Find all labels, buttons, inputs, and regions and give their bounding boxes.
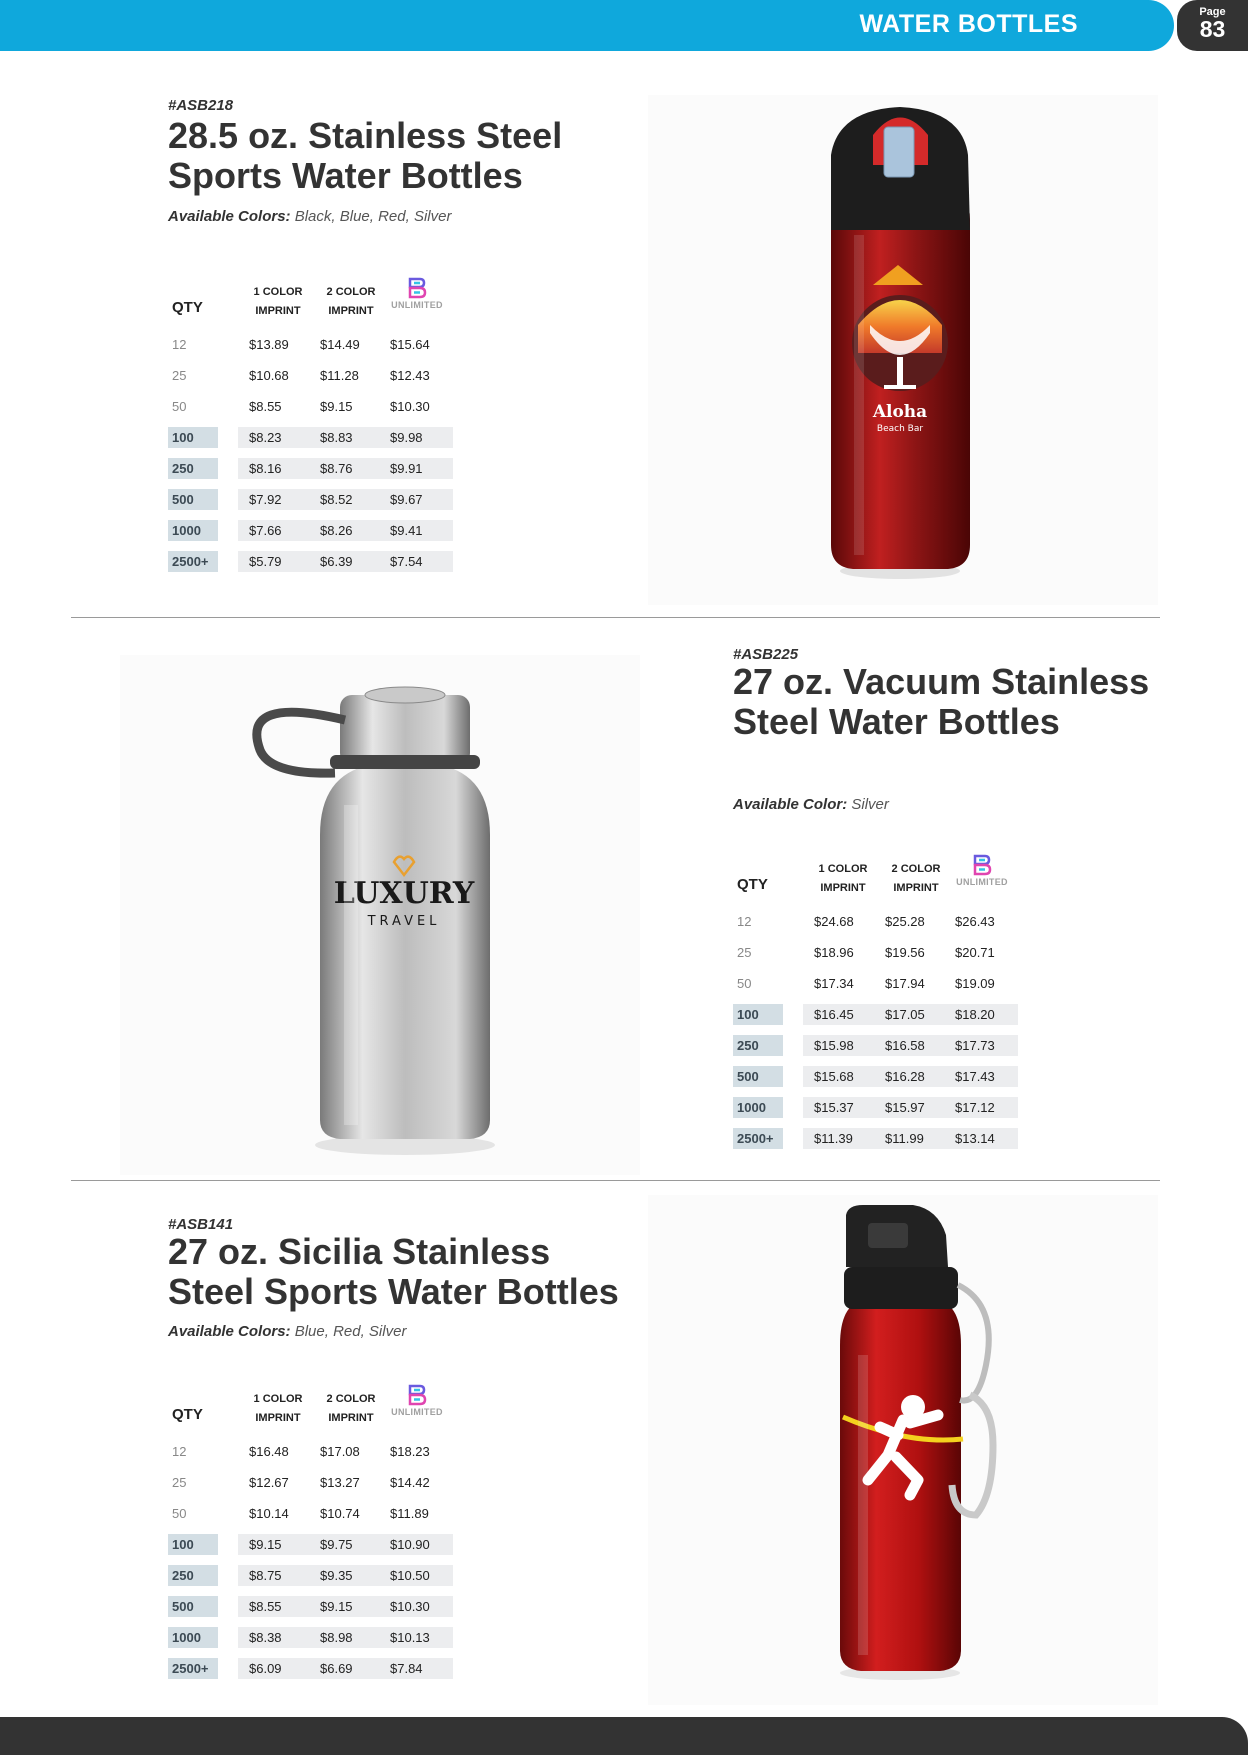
unlimited-logo-icon (406, 1384, 428, 1406)
two-color-price: $25.28 (885, 914, 925, 929)
two-color-price: $8.26 (313, 520, 383, 541)
product-image-aloha-bottle (648, 95, 1158, 605)
unlimited-price: $26.43 (955, 914, 995, 929)
page-badge (1177, 0, 1248, 51)
one-color-price: $12.67 (249, 1475, 289, 1490)
footer-bar (0, 1717, 1248, 1755)
qty-cell: 12 (172, 1444, 187, 1459)
available-colors: Available Color: Silver (733, 796, 889, 813)
price-row (168, 1436, 458, 1467)
unlimited-price: $17.12 (948, 1097, 1018, 1118)
product-title: 27 oz. Vacuum Stainless Steel Water Bottles (733, 661, 1150, 742)
two-color-price: $6.39 (313, 551, 383, 572)
price-row (733, 906, 1023, 937)
unlimited-logo: UNLIMITED (382, 273, 452, 319)
unlimited-price: $19.09 (955, 976, 995, 991)
unlimited-price: $10.30 (390, 399, 430, 414)
qty-cell: 25 (172, 1475, 187, 1490)
one-color-price: $15.98 (803, 1035, 878, 1056)
qty-cell: 250 (733, 1035, 783, 1056)
two-color-price: $9.15 (313, 1596, 383, 1617)
qty-cell: 500 (733, 1066, 783, 1087)
aloha-logo-subtext: Beach Bar (876, 424, 924, 434)
product-image-runner-bottle (648, 1195, 1158, 1705)
two-color-header: 2 COLOR IMPRINT (891, 863, 941, 894)
two-color-price: $8.76 (313, 458, 383, 479)
price-row (168, 1622, 458, 1653)
one-color-price: $8.55 (249, 399, 282, 414)
qty-header: QTY (172, 1406, 203, 1423)
price-table-body (733, 906, 1023, 1154)
two-color-price: $8.98 (313, 1627, 383, 1648)
price-table-header (168, 273, 458, 329)
two-color-price: $13.27 (320, 1475, 360, 1490)
aloha-logo-text: Aloha (872, 402, 928, 422)
qty-cell: 50 (737, 976, 752, 991)
one-color-price: $10.68 (249, 368, 289, 383)
product-sku: #ASB225 (733, 646, 799, 663)
one-color-price: $6.09 (238, 1658, 313, 1679)
two-color-price: $15.97 (878, 1097, 948, 1118)
one-color-price: $7.66 (238, 520, 313, 541)
unlimited-price: $9.91 (383, 458, 453, 479)
price-row (168, 1498, 458, 1529)
qty-cell: 50 (172, 1506, 187, 1521)
unlimited-price: $9.67 (383, 489, 453, 510)
unlimited-price: $17.43 (948, 1066, 1018, 1087)
qty-cell: 50 (172, 399, 187, 414)
two-color-price: $9.75 (313, 1534, 383, 1555)
available-colors: Available Colors: Blue, Red, Silver (168, 1323, 407, 1340)
price-row (168, 515, 458, 546)
luxury-logo-text: LUXURY (333, 876, 475, 911)
price-row (168, 1591, 458, 1622)
unlimited-price: $15.64 (390, 337, 430, 352)
qty-cell: 1000 (168, 1627, 218, 1648)
product-title: 27 oz. Sicilia Stainless Steel Sports Water Bottles (168, 1231, 619, 1312)
unlimited-price: $20.71 (955, 945, 995, 960)
qty-cell: 25 (172, 368, 187, 383)
price-row (168, 1529, 458, 1560)
two-color-price: $19.56 (885, 945, 925, 960)
unlimited-price: $10.13 (383, 1627, 453, 1648)
price-table-body (168, 1436, 458, 1684)
one-color-price: $16.45 (803, 1004, 878, 1025)
two-color-price: $14.49 (320, 337, 360, 352)
qty-header: QTY (737, 876, 768, 893)
qty-cell: 1000 (168, 520, 218, 541)
unlimited-logo-icon (406, 277, 428, 299)
unlimited-price: $14.42 (390, 1475, 430, 1490)
price-table-header (733, 850, 1023, 906)
price-row (733, 999, 1023, 1030)
price-row (733, 937, 1023, 968)
unlimited-price: $10.90 (383, 1534, 453, 1555)
header-bar (0, 0, 1174, 51)
page-label: Page (1199, 6, 1226, 18)
one-color-price: $8.16 (238, 458, 313, 479)
unlimited-price: $9.98 (383, 427, 453, 448)
qty-cell: 250 (168, 1565, 218, 1586)
two-color-price: $9.15 (320, 399, 353, 414)
unlimited-price: $10.30 (383, 1596, 453, 1617)
one-color-price: $15.37 (803, 1097, 878, 1118)
product-sku: #ASB218 (168, 97, 234, 114)
one-color-price: $8.75 (238, 1565, 313, 1586)
one-color-price: $10.14 (249, 1506, 289, 1521)
price-table-header (168, 1380, 458, 1436)
price-row (168, 360, 458, 391)
unlimited-price: $7.84 (383, 1658, 453, 1679)
two-color-price: $11.99 (878, 1128, 948, 1149)
price-row (168, 484, 458, 515)
two-color-price: $8.52 (313, 489, 383, 510)
price-row (168, 1467, 458, 1498)
price-table-body (168, 329, 458, 577)
one-color-price: $7.92 (238, 489, 313, 510)
one-color-header: 1 COLOR IMPRINT (253, 286, 303, 317)
one-color-price: $5.79 (238, 551, 313, 572)
price-row (733, 1123, 1023, 1154)
one-color-price: $11.39 (803, 1128, 878, 1149)
one-color-price: $8.55 (238, 1596, 313, 1617)
price-table (168, 1380, 458, 1684)
two-color-header: 2 COLOR IMPRINT (326, 286, 376, 317)
travel-logo-text: TRAVEL (367, 914, 441, 929)
unlimited-price: $18.23 (390, 1444, 430, 1459)
two-color-price: $10.74 (320, 1506, 360, 1521)
two-color-price: $16.28 (878, 1066, 948, 1087)
unlimited-price: $17.73 (948, 1035, 1018, 1056)
price-table (168, 273, 458, 577)
price-row (168, 329, 458, 360)
product-title: 28.5 oz. Stainless Steel Sports Water Bottles (168, 115, 563, 196)
one-color-price: $16.48 (249, 1444, 289, 1459)
price-row (168, 391, 458, 422)
silver-vacuum-bottle-image (120, 655, 640, 1175)
qty-cell: 25 (737, 945, 752, 960)
unlimited-price: $18.20 (948, 1004, 1018, 1025)
price-row (168, 1653, 458, 1684)
price-row (733, 1030, 1023, 1061)
section-divider (71, 1180, 1160, 1181)
qty-cell: 100 (168, 1534, 218, 1555)
two-color-price: $11.28 (320, 368, 359, 383)
unlimited-logo-icon (971, 854, 993, 876)
one-color-header: 1 COLOR IMPRINT (818, 863, 868, 894)
one-color-price: $13.89 (249, 337, 289, 352)
price-table (733, 850, 1023, 1154)
qty-cell: 2500+ (168, 1658, 218, 1679)
price-row (733, 1092, 1023, 1123)
red-sports-bottle-image (648, 95, 1158, 605)
qty-cell: 12 (737, 914, 752, 929)
two-color-price: $16.58 (878, 1035, 948, 1056)
one-color-header: 1 COLOR IMPRINT (253, 1393, 303, 1424)
qty-cell: 12 (172, 337, 187, 352)
qty-cell: 250 (168, 458, 218, 479)
product-image-luxury-bottle (120, 655, 640, 1175)
red-sicilia-bottle-image (648, 1195, 1158, 1705)
two-color-price: $17.05 (878, 1004, 948, 1025)
qty-cell: 2500+ (733, 1128, 783, 1149)
two-color-header: 2 COLOR IMPRINT (326, 1393, 376, 1424)
price-row (733, 968, 1023, 999)
section-title: WATER BOTTLES (859, 10, 1078, 38)
qty-cell: 500 (168, 1596, 218, 1617)
qty-header: QTY (172, 299, 203, 316)
page-number: 83 (1199, 16, 1226, 42)
one-color-price: $15.68 (803, 1066, 878, 1087)
unlimited-price: $12.43 (390, 368, 430, 383)
two-color-price: $17.94 (885, 976, 925, 991)
one-color-price: $18.96 (814, 945, 854, 960)
unlimited-price: $10.50 (383, 1565, 453, 1586)
price-row (733, 1061, 1023, 1092)
qty-cell: 100 (168, 427, 218, 448)
one-color-price: $17.34 (814, 976, 854, 991)
one-color-price: $8.23 (238, 427, 313, 448)
two-color-price: $17.08 (320, 1444, 360, 1459)
unlimited-price: $13.14 (948, 1128, 1018, 1149)
qty-cell: 1000 (733, 1097, 783, 1118)
unlimited-price: $11.89 (390, 1506, 429, 1521)
unlimited-price: $7.54 (383, 551, 453, 572)
available-colors: Available Colors: Black, Blue, Red, Silver (168, 208, 452, 225)
one-color-price: $24.68 (814, 914, 854, 929)
price-row (168, 453, 458, 484)
one-color-price: $9.15 (238, 1534, 313, 1555)
unlimited-price: $9.41 (383, 520, 453, 541)
product-sku: #ASB141 (168, 1216, 234, 1233)
unlimited-logo: UNLIMITED (947, 850, 1017, 896)
qty-cell: 2500+ (168, 551, 218, 572)
price-row (168, 546, 458, 577)
two-color-price: $9.35 (313, 1565, 383, 1586)
price-row (168, 1560, 458, 1591)
one-color-price: $8.38 (238, 1627, 313, 1648)
section-divider (71, 617, 1160, 618)
price-row (168, 422, 458, 453)
two-color-price: $6.69 (313, 1658, 383, 1679)
qty-cell: 500 (168, 489, 218, 510)
unlimited-logo: UNLIMITED (382, 1380, 452, 1426)
qty-cell: 100 (733, 1004, 783, 1025)
two-color-price: $8.83 (313, 427, 383, 448)
